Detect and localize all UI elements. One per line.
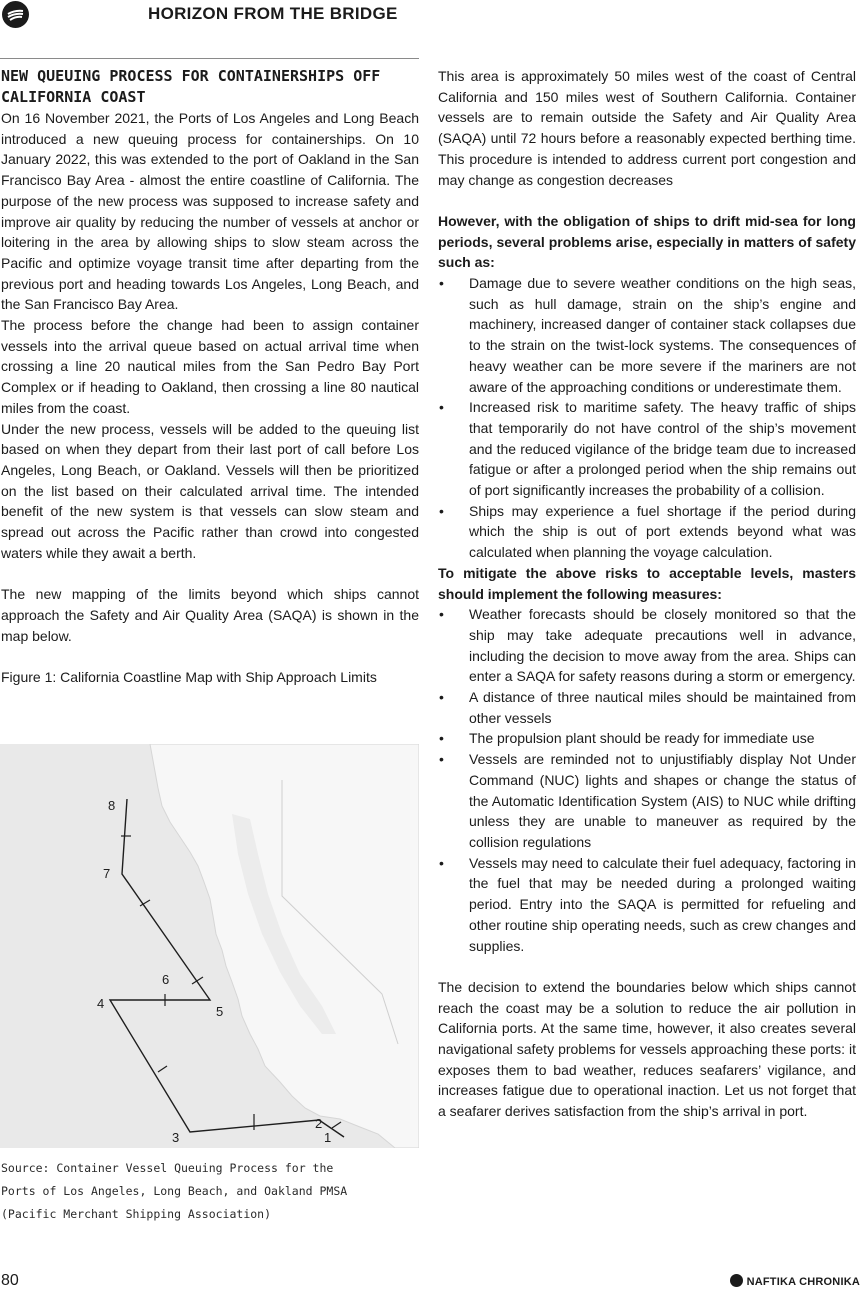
left-column — [1, 66, 419, 687]
list-item: • Damage due to severe weather conditions on the high seas, such as hull damage, strain on the ship’s engine and machinery, increased danger of container stack collapses due to the strain on the twist-lock systems. The consequences of heavy weather can be more severe if the mariners are not aware of the approaching conditions or underestimate them. — [438, 273, 856, 397]
source-line: (Pacific Merchant Shipping Association) — [1, 1207, 272, 1221]
map-point-label: 4 — [97, 996, 105, 1011]
article-heading: NEW QUEUING PROCESS FOR CONTAINERSHIPS OFF CALIFORNIA COAST — [1, 67, 381, 106]
list-item: • Increased risk to maritime safety. The heavy traffic of ships that temporarily do not have control of the ship’s movement and the reduced vigilance of the bridge team due to increased fatigue or after a prolonged period when the ship remains out of port significantly increases the probability of a collision. — [438, 397, 856, 501]
section-title: HORIZON FROM THE BRIDGE — [148, 4, 398, 23]
paragraph: On 16 November 2021, the Ports of Los Angeles and Long Beach introduced a new queuing process for containerships. On 10 January 2022, this was extended to the port of Oakland in the San Francisco Bay Area - almost the entire coastline of California. The purpose of the new process was supposed to increase safety and improve air quality by reducing the number of vessels at anchor or loitering in the area by allowing ships to slow steam across the Pacific and optimize voyage transit time after departing from the previous port and heading towards Los Angeles, Long Beach, and the San Francisco Bay Area. — [1, 110, 419, 313]
map-point-label: 8 — [108, 798, 116, 813]
list-item: • A distance of three nautical miles should be maintained from other vessels — [438, 687, 856, 728]
paragraph: This area is approximately 50 miles west of the coast of Central California and 150 miles west of Southern California. Container vessels are to remain outside the Safety and Air Quality Area (SAQA) until 72 hours before a reasonably expected berthing time. This procedure is intended to address current port congestion and may change as congestion decreases — [438, 68, 856, 188]
measures-list — [438, 604, 856, 956]
figure-source — [1, 1157, 420, 1226]
list-item: • Vessels may need to calculate their fuel adequacy, factoring in the fuel that may be needed during a prolonged waiting period. Entry into the SAQA is permitted for refueling and other routine ship operating needs, such as crew changes and supplies. — [438, 853, 856, 957]
right-column — [438, 66, 856, 1122]
page-header — [0, 0, 860, 30]
brand-name: NAFTIKA CHRONIKA — [746, 1276, 860, 1288]
source-line: Ports of Los Angeles, Long Beach, and Oakland PMSA — [1, 1184, 348, 1198]
map-point-label: 7 — [103, 866, 111, 881]
map-point-label: 6 — [162, 972, 170, 987]
list-item: • Weather forecasts should be closely monitored so that the ship may take adequate precautions well in advance, including the decision to move away from the area. Ships can enter a SAQA for safety reasons during a storm or emergency. — [438, 604, 856, 687]
page-number: 80 — [1, 1272, 19, 1289]
map-point-label: 2 — [315, 1116, 323, 1131]
source-line: Source: Container Vessel Queuing Process for the — [1, 1161, 334, 1175]
map-point-label: 5 — [216, 1004, 224, 1019]
paragraph: Under the new process, vessels will be added to the queuing list based on when they depart from their last port of call before Los Angeles, Long Beach, or Oakland. Vessels will then be prioritized on the list based on their calculated arrival time. The intended benefit of the new system is that vessels can slow steam and spread out across the Pacific rather than crowd into congested waters while they await a berth. — [1, 420, 419, 561]
problems-list — [438, 273, 856, 563]
figure-title: Figure 1: California Coastline Map with Ship Approach Limits — [1, 668, 377, 685]
brand-logo-icon — [730, 1274, 743, 1287]
list-item: • The propulsion plant should be ready for immediate use — [438, 728, 856, 749]
measures-intro: To mitigate the above risks to acceptable levels, masters should implement the following measures: — [438, 564, 856, 602]
paragraph: The process before the change had been to assign container vessels into the arrival queue based on actual arrival time when crossing a line 20 nautical miles from the San Pedro Bay Port Complex or if heading to Oakland, then crossing a line 80 nautical miles from the coast. — [1, 317, 419, 416]
map-point-label: 3 — [172, 1130, 180, 1145]
magazine-logo-icon — [2, 1, 29, 28]
paragraph: The new mapping of the limits beyond which ships cannot approach the Safety and Air Quality Area (SAQA) is shown in the map below. — [1, 586, 419, 644]
problems-intro: However, with the obligation of ships to drift mid-sea for long periods, several problems arise, especially in matters of safety such as: — [438, 212, 856, 271]
brand-footer — [730, 1274, 860, 1288]
list-item: • Ships may experience a fuel shortage if the period during which the ship is out of port extends beyond what was calculated when planning the voyage calculation. — [438, 501, 856, 563]
california-coastline-map — [0, 744, 419, 1148]
map-point-label: 1 — [324, 1130, 332, 1145]
header-divider — [0, 58, 419, 59]
list-item: • Vessels are reminded not to unjustifiably display Not Under Command (NUC) lights and shapes or change the status of the Automatic Identification System (AIS) to NUC while drifting unless they are unable to maneuver as required by the collision regulations — [438, 749, 856, 853]
conclusion-paragraph: The decision to extend the boundaries below which ships cannot reach the coast may be a solution to reduce the air pollution in California ports. At the same time, however, it also creates several navigational safety problems for vessels approaching these ports: it exposes them to bad weather, reduces seafarers’ vigilance, and increases fatigue due to operational inaction. Let us not forget that a seafarer derives satisfaction from the ship’s arrival in port. — [438, 978, 856, 1120]
